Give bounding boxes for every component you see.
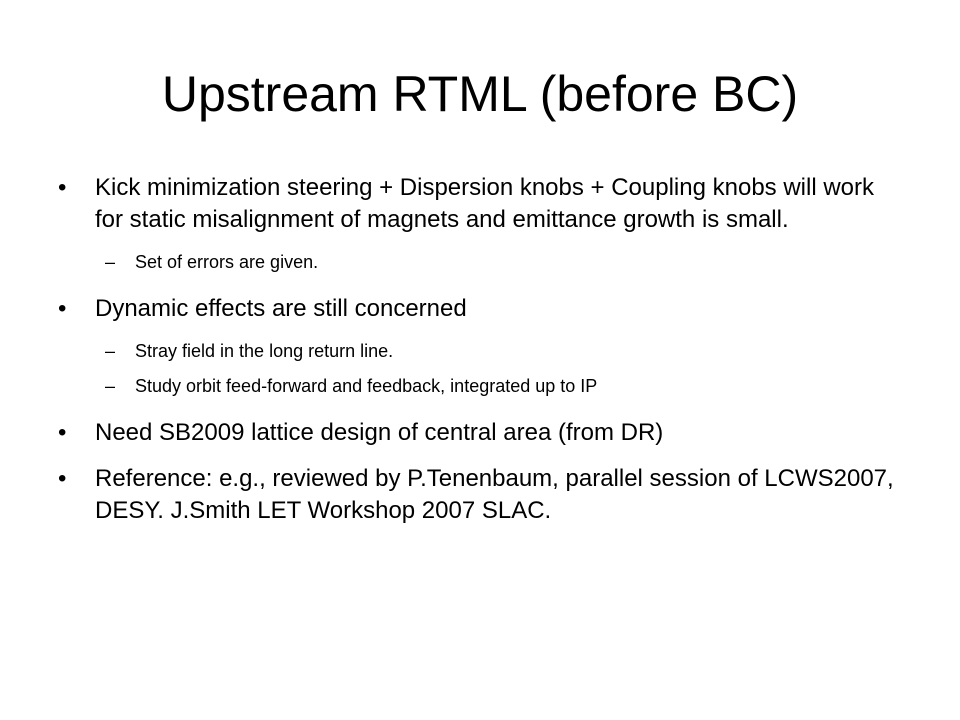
bullet-marker: • [58, 465, 67, 492]
bullet-text: Kick minimization steering + Dispersion knobs + Coupling knobs will work for static misalignment of magnets and emittance growth is small. [95, 174, 875, 233]
bullet-item [58, 463, 898, 527]
sub-bullet-item [58, 250, 898, 274]
dash-marker: – [105, 341, 116, 361]
bullet-item [58, 293, 898, 325]
sub-bullet-text: Stray field in the long return line. [135, 341, 394, 361]
sub-bullet-item [58, 374, 898, 398]
slide-title: Upstream RTML (before BC) [161, 66, 799, 122]
bullet-item [58, 417, 898, 449]
bullet-marker: • [58, 174, 67, 201]
bullet-item [58, 172, 898, 236]
bullet-text: Dynamic effects are still concerned [95, 295, 467, 322]
bullet-text: Reference: e.g., reviewed by P.Tenenbaum, parallel session of LCWS2007, DESY. J.Smith LET Workshop 2007 SLAC. [95, 465, 894, 524]
sub-bullet-text: Study orbit feed-forward and feedback, integrated up to IP [135, 376, 598, 396]
dash-marker: – [105, 252, 116, 272]
bullet-marker: • [58, 295, 67, 322]
bullet-marker: • [58, 419, 67, 446]
dash-marker: – [105, 376, 116, 396]
bullet-text: Need SB2009 lattice design of central area (from DR) [95, 419, 664, 446]
bullet-list [58, 172, 898, 541]
sub-bullet-text: Set of errors are given. [135, 252, 319, 272]
sub-bullet-item [58, 339, 898, 363]
